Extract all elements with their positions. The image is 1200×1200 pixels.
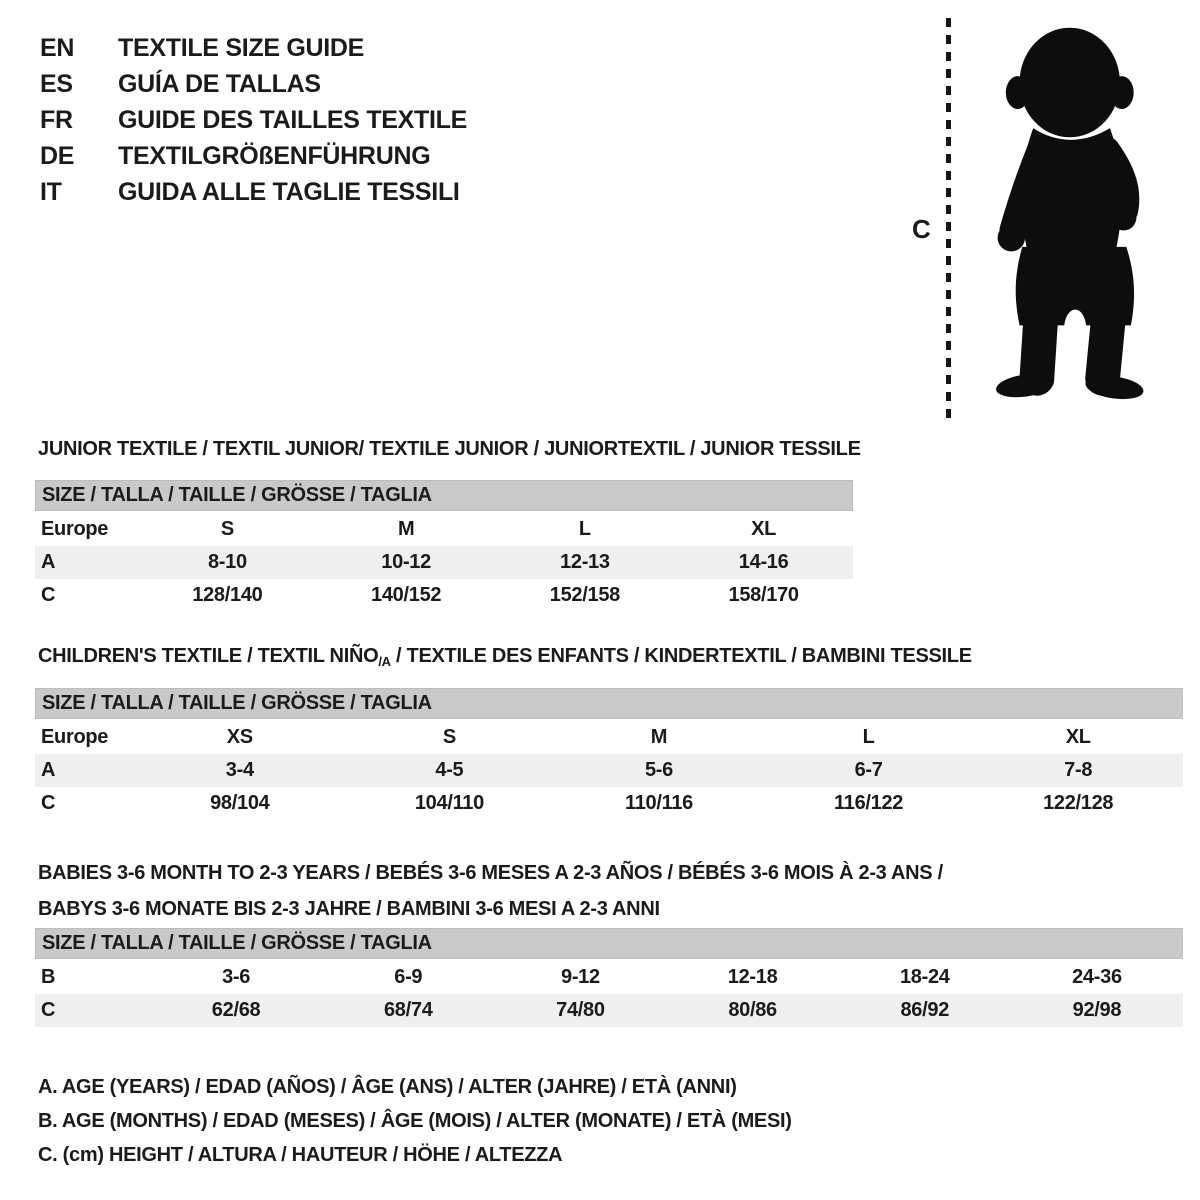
size-header-bar	[35, 928, 1183, 959]
language-title-list	[40, 30, 467, 210]
children-title-post: / TEXTILE DES ENFANTS / KINDERTEXTIL / BAMBINI TESSILE	[390, 645, 972, 667]
height-cell: 86/92	[900, 999, 950, 1021]
language-title: GUIDA ALLE TAGLIE TESSILI	[118, 177, 460, 206]
language-code: EN	[40, 33, 75, 62]
junior-size-table	[35, 480, 853, 612]
language-title: GUIDE DES TAILLES TEXTILE	[118, 105, 468, 134]
language-title: TEXTILGRÖßENFÜHRUNG	[118, 141, 431, 170]
measure-c-label: C	[912, 214, 931, 244]
children-title-pre: CHILDREN'S TEXTILE / TEXTIL NIÑO	[38, 645, 379, 667]
age-cell: 10-12	[381, 551, 431, 573]
language-row-es	[40, 66, 467, 102]
table-row-height	[35, 787, 1183, 820]
height-measure-figure	[900, 8, 1192, 423]
table-row-months	[35, 961, 1183, 994]
legend-line-c: C. (cm) HEIGHT / ALTURA / HAUTEUR / HÖHE / ALTEZZA	[38, 1143, 563, 1166]
size-header-label: SIZE / TALLA / TAILLE / GRÖSSE / TAGLIA	[42, 692, 432, 714]
language-row-fr	[40, 102, 467, 138]
height-cell: 104/110	[414, 792, 484, 814]
children-size-table	[35, 688, 1183, 820]
age-cell: 8-10	[207, 551, 247, 573]
size-cell: L	[578, 518, 591, 540]
babies-title-line1: BABIES 3-6 MONTH TO 2-3 YEARS / BEBÉS 3-6 MESES A 2-3 AÑOS / BÉBÉS 3-6 MOIS À 2-3 ANS /	[38, 862, 943, 884]
size-cell: S	[442, 726, 456, 748]
babies-section-title	[38, 855, 943, 927]
age-cell: 6-7	[854, 759, 883, 781]
legend-line-b: B. AGE (MONTHS) / EDAD (MESES) / ÂGE (MOIS) / ALTER (MONATE) / ETÀ (MESI)	[38, 1109, 792, 1132]
table-row-age	[35, 546, 853, 579]
age-cell: 3-4	[225, 759, 254, 781]
row-label: Europe	[41, 518, 109, 540]
height-cell: 98/104	[210, 792, 270, 814]
size-cell: L	[862, 726, 875, 748]
language-code: ES	[40, 69, 73, 98]
height-cell: 80/86	[728, 999, 777, 1021]
measure-legend	[38, 1070, 792, 1172]
height-cell: 62/68	[211, 999, 261, 1021]
language-code: DE	[40, 141, 75, 170]
language-row-it	[40, 174, 467, 210]
table-row-height	[35, 994, 1183, 1027]
children-title-sub: /A	[378, 654, 391, 669]
size-header-bar	[35, 480, 853, 511]
language-code: IT	[40, 177, 62, 206]
months-cell: 3-6	[222, 966, 251, 988]
row-label: C	[41, 792, 56, 814]
months-cell: 6-9	[394, 966, 423, 988]
size-cell: M	[650, 726, 668, 748]
language-title: GUÍA DE TALLAS	[118, 69, 321, 98]
height-cell: 68/74	[383, 999, 433, 1021]
height-cell: 158/170	[728, 584, 799, 606]
table-row-europe	[35, 721, 1183, 754]
age-cell: 5-6	[644, 759, 673, 781]
language-code: FR	[40, 105, 73, 134]
months-cell: 12-18	[727, 966, 778, 988]
size-cell: S	[220, 518, 234, 540]
table-row-height	[35, 579, 853, 612]
height-cell: 92/98	[1072, 999, 1122, 1021]
size-cell: XL	[1065, 726, 1091, 748]
height-cell: 110/116	[624, 792, 693, 814]
language-row-en	[40, 30, 467, 66]
months-cell: 18-24	[899, 966, 950, 988]
children-section-title	[38, 645, 972, 669]
height-cell: 140/152	[371, 584, 442, 606]
height-cell: 152/158	[549, 584, 620, 606]
row-label: B	[41, 966, 56, 988]
size-cell: XS	[226, 726, 253, 748]
age-cell: 7-8	[1064, 759, 1093, 781]
dashed-height-line	[946, 18, 951, 418]
row-label: A	[41, 551, 56, 573]
row-label: Europe	[41, 726, 109, 748]
legend-line-a: A. AGE (YEARS) / EDAD (AÑOS) / ÂGE (ANS) / ALTER (JAHRE) / ETÀ (ANNI)	[38, 1075, 737, 1098]
height-cell: 116/122	[834, 792, 904, 814]
row-label: C	[41, 999, 56, 1021]
months-cell: 9-12	[561, 966, 600, 988]
age-cell: 12-13	[560, 551, 610, 573]
babies-title-line2: BABYS 3-6 MONATE BIS 2-3 JAHRE / BAMBINI 3-6 MESI A 2-3 ANNI	[38, 898, 660, 920]
row-label: C	[41, 584, 56, 606]
height-cell: 128/140	[192, 584, 263, 606]
size-cell: XL	[751, 518, 777, 540]
age-cell: 4-5	[435, 759, 464, 781]
junior-section-title: JUNIOR TEXTILE / TEXTIL JUNIOR/ TEXTILE JUNIOR / JUNIORTEXTIL / JUNIOR TESSILE	[38, 438, 861, 460]
size-header-label: SIZE / TALLA / TAILLE / GRÖSSE / TAGLIA	[42, 484, 432, 506]
table-row-age	[35, 754, 1183, 787]
babies-size-table	[35, 928, 1183, 1027]
language-title: TEXTILE SIZE GUIDE	[118, 33, 365, 62]
height-cell: 74/80	[556, 999, 605, 1021]
language-row-de	[40, 138, 467, 174]
size-cell: M	[397, 518, 415, 540]
toddler-silhouette-icon	[962, 8, 1172, 420]
size-header-label: SIZE / TALLA / TAILLE / GRÖSSE / TAGLIA	[42, 932, 432, 954]
row-label: A	[41, 759, 56, 781]
table-row-europe	[35, 513, 853, 546]
months-cell: 24-36	[1072, 966, 1122, 988]
height-cell: 122/128	[1043, 792, 1114, 814]
size-header-bar	[35, 688, 1183, 719]
age-cell: 14-16	[738, 551, 789, 573]
